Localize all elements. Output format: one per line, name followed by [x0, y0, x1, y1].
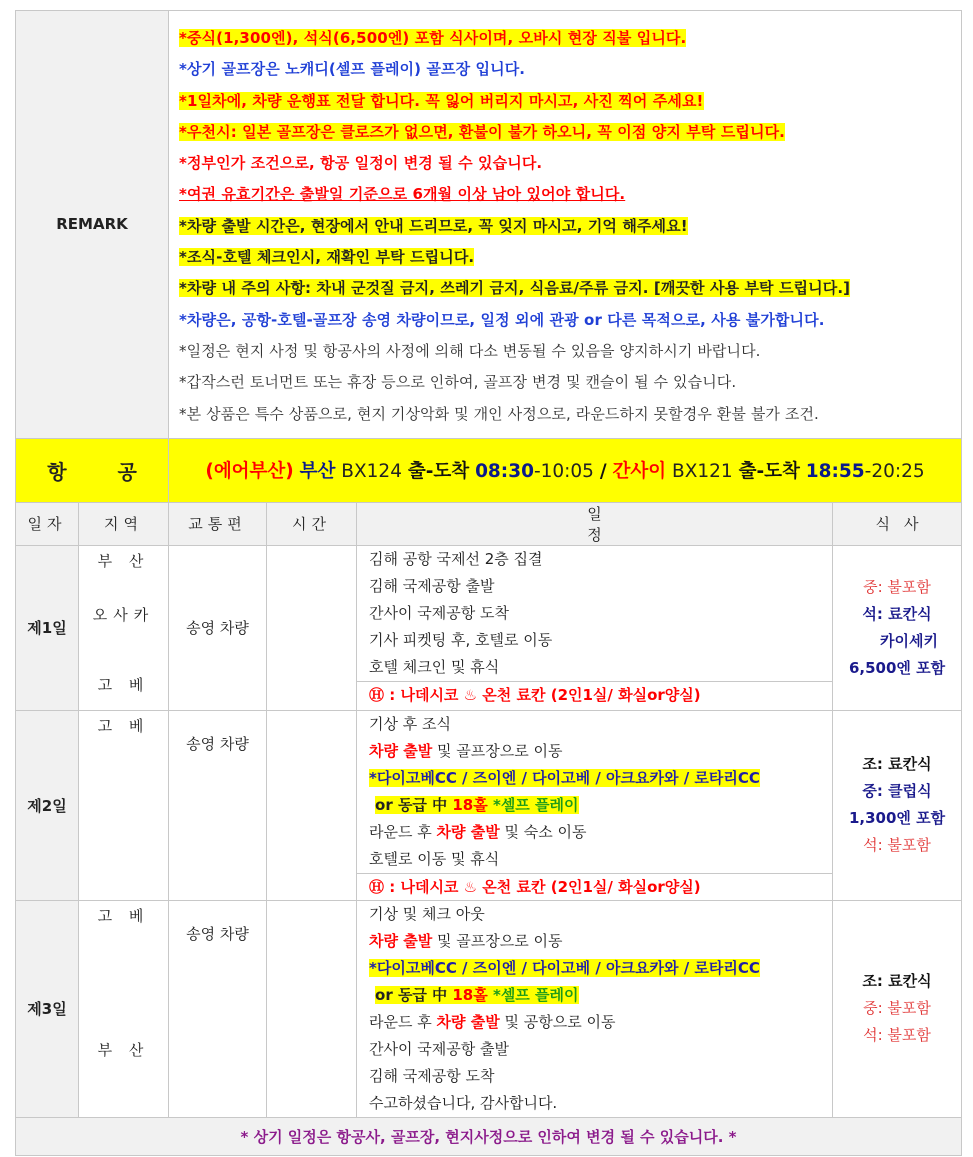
day-2-meal-lunch: 중: 클럽식 [862, 782, 932, 801]
remark-notes [169, 11, 962, 439]
inbound-code: BX121 [672, 461, 733, 483]
day-2-item-5: 라운드 후 차량 출발 및 숙소 이동 [369, 822, 587, 841]
outbound-dep-arr-label: 출-도착 [407, 461, 470, 483]
day-1-regions [79, 545, 169, 710]
day-1-meal-dinner: 석: 료칸식 [862, 604, 932, 623]
day-1-time [267, 545, 357, 710]
day-2-meals [833, 710, 962, 900]
schedule-header [16, 502, 962, 545]
remark-line-13: *본 상품은 특수 상품으로, 현지 기상악화 및 개인 사정으로, 라운드하지 못할경우 환불 불가 조건. [179, 404, 819, 423]
day-1-meals [833, 545, 962, 710]
outbound-code: BX124 [341, 461, 402, 483]
day-1-item-2: 김해 국제공항 출발 [369, 576, 495, 595]
day-3-regions [79, 900, 169, 1117]
day-3-meal-lunch: 중: 불포함 [863, 999, 931, 1018]
day-2-hotel: Ⓗ : 나데시코 ♨ 온천 료칸 (2인1실/ 화실or양실) [357, 873, 832, 900]
day-2-item-2: 차량 출발 및 골프장으로 이동 [369, 741, 563, 760]
day-1-item-5: 호텔 체크인 및 휴식 [369, 657, 500, 676]
inbound-departure: 18:55 [805, 461, 865, 483]
inbound-city: 간사이 [612, 461, 667, 483]
day-3-item-7: 김해 국제공항 도착 [369, 1066, 495, 1085]
airline: (에어부산) [205, 461, 294, 483]
day-3-item-4: or 동급 中 18홀 *셀프 플레이 [375, 985, 579, 1004]
day-3-item-6: 간사이 국제공항 출발 [369, 1039, 509, 1058]
day-2-meal-price: 1,300엔 포함 [848, 809, 946, 828]
remark-line-12: *갑작스런 토너먼트 또는 휴장 등으로 인하여, 골프장 변경 및 캔슬이 될 수 있습니다. [179, 373, 737, 392]
itinerary-table [15, 10, 962, 1156]
day-2-item-3: *다이고베CC / 즈이엔 / 다이고베 / 아크요카와 / 로타리CC [369, 768, 760, 787]
day-3-label: 제3일 [16, 900, 79, 1117]
remark-line-2: *상기 골프장은 노캐디(셀프 플레이) 골프장 입니다. [179, 60, 526, 79]
remark-line-4: *우천시: 일본 골프장은 클로즈가 없으면, 환불이 불가 하오니, 꼭 이점 양지 부탁 드립니다. [179, 122, 785, 141]
itinerary-document [15, 10, 961, 1156]
day-1-item-1: 김해 공항 국제선 2층 집결 [369, 549, 543, 568]
day-2-time [267, 710, 357, 900]
remark-line-8: *조식-호텔 체크인시, 재확인 부탁 드립니다. [179, 248, 475, 267]
day-3-item-1: 기상 및 체크 아웃 [369, 904, 485, 923]
day-3-schedule [357, 900, 833, 1117]
outbound-city: 부산 [299, 461, 336, 483]
remark-line-6: *여권 유효기간은 출발일 기준으로 6개월 이상 남아 있어야 합니다. [179, 185, 626, 204]
day-2-meal-breakfast: 조: 료칸식 [862, 755, 932, 774]
day-2-label: 제2일 [16, 710, 79, 900]
remark-row [16, 11, 962, 439]
day-1-meal-kaiseki: 카이세키 [880, 631, 938, 650]
header-date: 일자 [16, 502, 79, 545]
day-2-regions [79, 710, 169, 900]
day-3-region-2: 부 산 [97, 1040, 150, 1059]
remark-line-9: *차량 내 주의 사항: 차내 군것질 금지, 쓰레기 금지, 식음료/주류 금지. [깨끗한 사용 부탁 드립니다.] [179, 279, 851, 298]
day-2-schedule [357, 710, 833, 900]
day-3-time [267, 900, 357, 1117]
day-3-meal-dinner: 석: 불포함 [863, 1026, 931, 1045]
day-1-row [16, 545, 962, 710]
day-1-item-3: 간사이 국제공항 도착 [369, 603, 509, 622]
day-3-item-5: 라운드 후 차량 출발 및 공항으로 이동 [369, 1012, 616, 1031]
remark-line-11: *일정은 현지 사정 및 항공사의 사정에 의해 다소 변동될 수 있음을 양지하시기 바랍니다. [179, 341, 761, 360]
remark-line-1: *중식(1,300엔), 석식(6,500엔) 포함 식사이며, 오바시 현장 직불 입니다. [179, 29, 687, 47]
day-1-region-3: 고 베 [97, 675, 150, 694]
outbound-departure: 08:30 [475, 461, 534, 483]
day-2-meal-dinner: 석: 불포함 [863, 836, 931, 855]
flight-label: 항 공 [16, 438, 169, 502]
inbound-arrival: -20:25 [864, 461, 925, 483]
footer-note: * 상기 일정은 항공사, 골프장, 현지사정으로 인하여 변경 될 수 있습니다. * [16, 1117, 962, 1155]
header-transport: 교통편 [169, 502, 267, 545]
header-meal: 식사 [833, 502, 962, 545]
day-1-hotel: Ⓗ : 나데시코 ♨ 온천 료칸 (2인1실/ 화실or양실) [357, 681, 832, 708]
day-1-item-4: 기사 피켓팅 후, 호텔로 이동 [369, 630, 553, 649]
remark-line-10: *차량은, 공항-호텔-골프장 송영 차량이므로, 일정 외에 관광 or 다른 목적으로, 사용 불가합니다. [179, 310, 825, 329]
day-2-item-6: 호텔로 이동 및 휴식 [369, 849, 500, 868]
header-region: 지역 [79, 502, 169, 545]
day-3-transport: 송영 차량 [169, 900, 267, 1117]
flight-row [16, 438, 962, 502]
remark-line-7: *차량 출발 시간은, 현장에서 안내 드리므로, 꼭 잊지 마시고, 기억 해주세요! [179, 216, 688, 235]
day-2-item-4: or 동급 中 18홀 *셀프 플레이 [375, 795, 579, 814]
day-1-schedule [357, 545, 833, 710]
remark-line-3: *1일차에, 차량 운행표 전달 합니다. 꼭 잃어 버리지 마시고, 사진 찍어 주세요! [179, 91, 704, 110]
day-3-item-3: *다이고베CC / 즈이엔 / 다이고베 / 아크요카와 / 로타리CC [369, 958, 760, 977]
day-3-row [16, 900, 962, 1117]
day-3-item-8: 수고하셨습니다, 감사합니다. [369, 1093, 558, 1112]
header-time: 시간 [267, 502, 357, 545]
flight-info [169, 438, 962, 502]
day-3-meal-breakfast: 조: 료칸식 [862, 972, 932, 991]
day-1-region-2: 오사카 [92, 605, 155, 624]
inbound-dep-arr-label: 출-도착 [738, 461, 800, 483]
day-3-item-2: 차량 출발 및 골프장으로 이동 [369, 931, 563, 950]
day-1-label: 제1일 [16, 545, 79, 710]
remark-line-5: *정부인가 조건으로, 항공 일정이 변경 될 수 있습니다. [179, 154, 543, 173]
day-3-meals [833, 900, 962, 1117]
outbound-arrival: -10:05 [533, 461, 594, 483]
day-1-meal-lunch: 중: 불포함 [863, 577, 931, 596]
flight-separator: / [599, 461, 607, 483]
day-2-item-1: 기상 후 조식 [369, 714, 452, 733]
day-2-transport: 송영 차량 [169, 710, 267, 900]
footer-row [16, 1117, 962, 1155]
day-2-row [16, 710, 962, 900]
day-1-transport: 송영 차량 [169, 545, 267, 710]
remark-label: REMARK [16, 11, 169, 439]
day-1-region-1: 부 산 [97, 551, 150, 570]
header-schedule: 일 정 [357, 502, 833, 545]
day-2-region-1: 고 베 [97, 716, 150, 735]
day-1-meal-price: 6,500엔 포함 [848, 658, 946, 677]
day-3-region-1: 고 베 [97, 906, 150, 925]
